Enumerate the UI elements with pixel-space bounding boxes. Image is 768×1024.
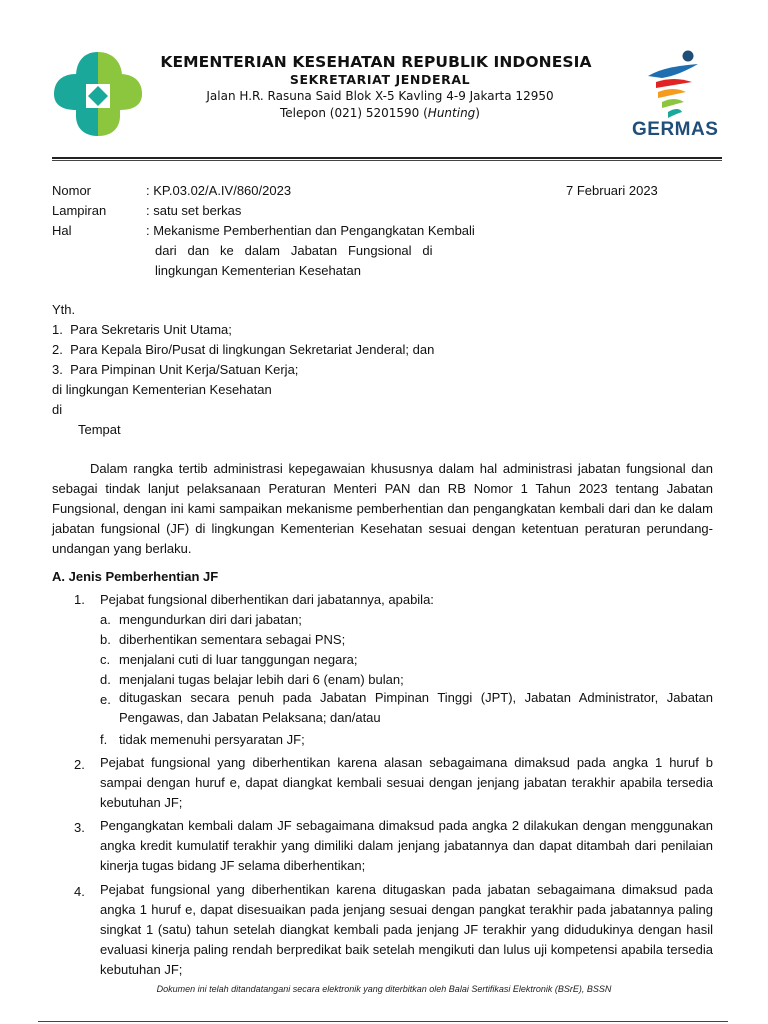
sub-d-text: menjalani tugas belajar lebih dari 6 (enam) bulan;	[119, 672, 404, 687]
sub-d-letter: d.	[100, 672, 111, 687]
item-3-number: 3.	[74, 820, 85, 835]
hal-line-1: : Mekanisme Pemberhentian dan Pengangkatan Kembali	[146, 223, 475, 238]
nomor-value: : KP.03.02/A.IV/860/2023	[146, 183, 292, 198]
hal-line-3: lingkungan Kementerian Kesehatan	[155, 263, 361, 278]
sub-f-letter: f.	[100, 732, 108, 747]
ministry-title: KEMENTERIAN KESEHATAN REPUBLIK INDONESIA	[160, 53, 592, 71]
hal-line-2: dari dan ke dalam Jabatan Fungsional di	[155, 243, 433, 258]
item-3-text: Pengangkatan kembali dalam JF sebagaimana dimaksud pada angka 2 dilakukan dengan menggunakan angka kredit kumulatif terakhir yang dimiliki dalam jenjang jabatannya dan dapat ditambah dari penilaian kinerja tugas bidang JF selama diberhentikan;	[100, 818, 713, 873]
ministry-phone: Telepon (021) 5201590 (Hunting)	[280, 106, 480, 120]
sub-a-text: mengundurkan diri dari jabatan;	[119, 612, 302, 627]
hal-label: Hal	[52, 223, 72, 238]
item-2-number: 2.	[74, 757, 85, 772]
header-rule	[52, 157, 722, 159]
germas-wordmark: GERMAS	[632, 119, 719, 140]
yth: Yth.	[52, 302, 76, 317]
sub-c-letter: c.	[100, 652, 111, 667]
letter-date: 7 Februari 2023	[566, 183, 658, 198]
recipient-scope: di lingkungan Kementerian Kesehatan	[52, 382, 272, 397]
nomor-label: Nomor	[52, 183, 92, 198]
lampiran-label: Lampiran	[52, 203, 107, 218]
kemenkes-logo-icon	[52, 50, 144, 138]
recipient-2: 2. Para Kepala Biro/Pusat di lingkungan Sekretariat Jenderal; dan	[52, 342, 435, 357]
sub-b-text: diberhentikan sementara sebagai PNS;	[119, 632, 346, 647]
e-signature-footer: Dokumen ini telah ditandatangani secara elektronik yang diterbitkan oleh Balai Sertifikasi Elektronik (BSrE), BSSN	[156, 984, 612, 994]
ministry-subtitle: SEKRETARIAT JENDERAL	[289, 72, 471, 87]
intro-paragraph: Dalam rangka tertib administrasi kepegawaian khususnya dalam hal administrasi jabatan fungsional dan sebagai tindak lanjut pelaksanaan Peraturan Menteri PAN dan RB Nomor 1 Tahun 2023 tentang Jabatan Fungsional, dengan ini kami sampaikan mekanisme pemberhentian dan pengangkatan kembali dari dan ke dalam jabatan fungsional (JF) di lingkungan Kementerian Kesehatan sesuai dengan ketentuan peraturan perundang-undangan yang berlaku.	[52, 461, 713, 556]
recipient-3: 3. Para Pimpinan Unit Kerja/Satuan Kerja;	[52, 362, 299, 377]
lampiran-value: : satu set berkas	[146, 203, 242, 218]
recipient-1: 1. Para Sekretaris Unit Utama;	[52, 322, 232, 337]
item-1-text: Pejabat fungsional diberhentikan dari jabatannya, apabila:	[100, 592, 434, 607]
item-2-text: Pejabat fungsional yang diberhentikan karena alasan sebagaimana dimaksud pada angka 1 huruf b sampai dengan huruf e, dapat diangkat kembali sesuai dengan jenjang jabatan terakhir apabila tersedia kebutuhan JF;	[100, 755, 713, 810]
recipient-di: di	[52, 402, 63, 417]
header-rule-thin	[52, 160, 722, 161]
sub-b-letter: b.	[100, 632, 111, 647]
recipient-tempat: Tempat	[78, 422, 121, 437]
section-a-heading: A. Jenis Pemberhentian JF	[52, 569, 219, 584]
sub-f-text: tidak memenuhi persyaratan JF;	[119, 732, 305, 747]
item-4-number: 4.	[74, 884, 85, 899]
item-4-text: Pejabat fungsional yang diberhentikan karena ditugaskan pada jabatan sebagaimana dimaksud pada angka 1 huruf e, dapat disesuaikan pada jenjang sesuai dengan pangkat terakhir pada jabatannya paling singkat 1 (satu) tahun setelah diangkat kembali pada jenjang JF terakhir yang didudukinya dengan hasil evaluasi kinerja paling rendah berpredikat baik setelah mengikuti dan lulus uji kompetensi apabila tersedia kebutuhan JF;	[100, 882, 713, 977]
sub-c-text: menjalani cuti di luar tanggungan negara;	[119, 652, 358, 667]
page-bottom-rule	[38, 1021, 728, 1022]
sub-e-text: ditugaskan secara penuh pada Jabatan Pimpinan Tinggi (JPT), Jabatan Administrator, Jabatan Pengawas, dan Jabatan Pelaksana; dan/atau	[119, 690, 713, 725]
ministry-address: Jalan H.R. Rasuna Said Blok X-5 Kavling 4-9 Jakarta 12950	[206, 89, 554, 103]
sub-e-letter: e.	[100, 692, 111, 707]
item-1-number: 1.	[74, 592, 85, 607]
sub-a-letter: a.	[100, 612, 111, 627]
